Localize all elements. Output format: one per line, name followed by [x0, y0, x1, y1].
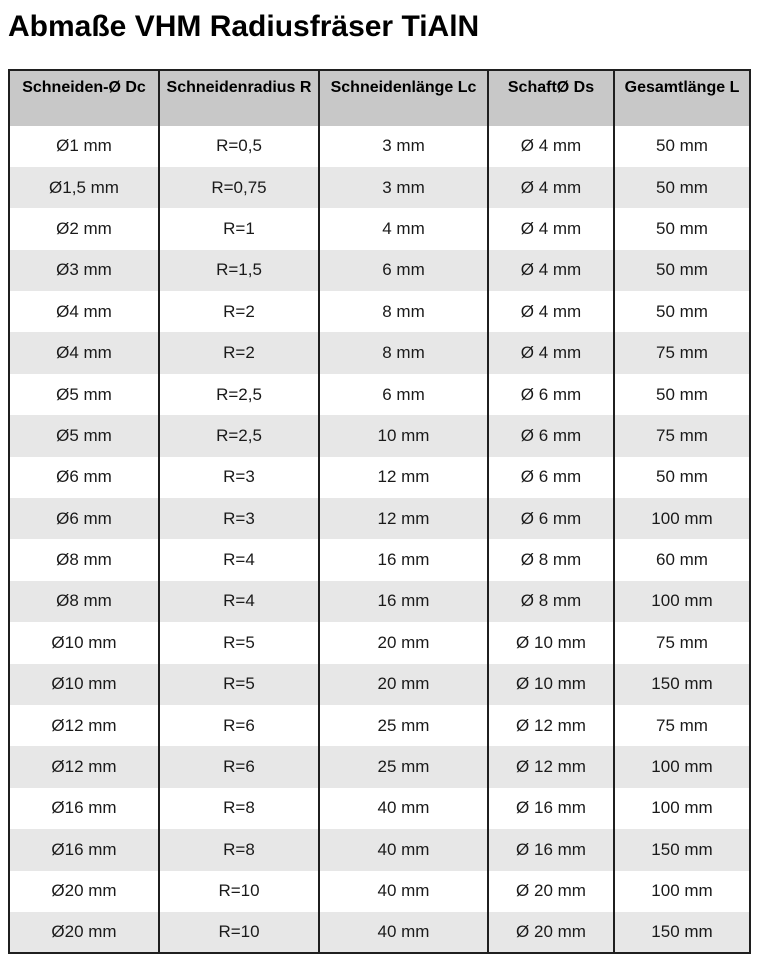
- column-header-schneidenlaenge: Schneidenlänge Lc: [319, 70, 488, 126]
- table-cell: 20 mm: [319, 664, 488, 705]
- table-row: [9, 539, 750, 580]
- table-cell: Ø10 mm: [9, 622, 159, 663]
- table-cell: Ø6 mm: [9, 457, 159, 498]
- table-cell: R=8: [159, 829, 319, 870]
- table-cell: 25 mm: [319, 746, 488, 787]
- table-cell: Ø 20 mm: [488, 871, 614, 912]
- table-cell: R=2,5: [159, 374, 319, 415]
- table-cell: Ø1 mm: [9, 126, 159, 167]
- table-cell: Ø20 mm: [9, 912, 159, 953]
- table-cell: 10 mm: [319, 415, 488, 456]
- table-row: [9, 457, 750, 498]
- table-cell: Ø 4 mm: [488, 291, 614, 332]
- table-cell: R=4: [159, 539, 319, 580]
- table-row: [9, 788, 750, 829]
- table-cell: Ø 6 mm: [488, 457, 614, 498]
- column-header-gesamtlaenge: Gesamtlänge L: [614, 70, 750, 126]
- table-cell: Ø 4 mm: [488, 126, 614, 167]
- table-row: [9, 746, 750, 787]
- table-row: [9, 250, 750, 291]
- table-cell: Ø 8 mm: [488, 581, 614, 622]
- table-cell: Ø 8 mm: [488, 539, 614, 580]
- table-row: [9, 332, 750, 373]
- table-cell: R=10: [159, 871, 319, 912]
- table-cell: Ø 4 mm: [488, 250, 614, 291]
- table-cell: Ø6 mm: [9, 498, 159, 539]
- table-cell: Ø 12 mm: [488, 746, 614, 787]
- table-cell: 100 mm: [614, 746, 750, 787]
- table-cell: Ø20 mm: [9, 871, 159, 912]
- table-cell: 8 mm: [319, 332, 488, 373]
- table-cell: Ø 4 mm: [488, 208, 614, 249]
- table-cell: Ø4 mm: [9, 291, 159, 332]
- table-cell: R=5: [159, 664, 319, 705]
- table-cell: Ø 16 mm: [488, 829, 614, 870]
- table-cell: Ø16 mm: [9, 788, 159, 829]
- table-cell: 8 mm: [319, 291, 488, 332]
- table-cell: 40 mm: [319, 912, 488, 953]
- table-cell: Ø10 mm: [9, 664, 159, 705]
- table-cell: R=1,5: [159, 250, 319, 291]
- table-cell: Ø 10 mm: [488, 664, 614, 705]
- table-cell: 40 mm: [319, 871, 488, 912]
- table-cell: Ø1,5 mm: [9, 167, 159, 208]
- table-row: [9, 126, 750, 167]
- table-row: [9, 415, 750, 456]
- table-cell: 12 mm: [319, 457, 488, 498]
- table-cell: 50 mm: [614, 167, 750, 208]
- table-cell: 75 mm: [614, 705, 750, 746]
- table-cell: Ø8 mm: [9, 581, 159, 622]
- table-row: [9, 291, 750, 332]
- table-row: [9, 167, 750, 208]
- table-header-row: [9, 70, 750, 126]
- table-cell: 75 mm: [614, 622, 750, 663]
- table-cell: Ø2 mm: [9, 208, 159, 249]
- table-cell: R=0,75: [159, 167, 319, 208]
- table-cell: Ø16 mm: [9, 829, 159, 870]
- table-row: [9, 705, 750, 746]
- table-cell: Ø5 mm: [9, 374, 159, 415]
- table-row: [9, 912, 750, 953]
- table-cell: R=2: [159, 291, 319, 332]
- table-cell: R=8: [159, 788, 319, 829]
- table-cell: Ø 4 mm: [488, 167, 614, 208]
- table-cell: Ø3 mm: [9, 250, 159, 291]
- table-cell: Ø 6 mm: [488, 415, 614, 456]
- table-cell: 100 mm: [614, 871, 750, 912]
- table-row: [9, 664, 750, 705]
- table-row: [9, 622, 750, 663]
- table-cell: 100 mm: [614, 498, 750, 539]
- table-cell: 50 mm: [614, 374, 750, 415]
- table-row: [9, 581, 750, 622]
- table-cell: 150 mm: [614, 829, 750, 870]
- table-row: [9, 829, 750, 870]
- table-cell: R=4: [159, 581, 319, 622]
- table-cell: 16 mm: [319, 581, 488, 622]
- table-cell: R=10: [159, 912, 319, 953]
- table-row: [9, 208, 750, 249]
- table-row: [9, 871, 750, 912]
- table-row: [9, 498, 750, 539]
- table-cell: 50 mm: [614, 208, 750, 249]
- table-cell: 3 mm: [319, 167, 488, 208]
- table-cell: 100 mm: [614, 788, 750, 829]
- table-cell: Ø12 mm: [9, 705, 159, 746]
- table-cell: R=2: [159, 332, 319, 373]
- table-cell: Ø 16 mm: [488, 788, 614, 829]
- table-cell: R=0,5: [159, 126, 319, 167]
- table-cell: R=6: [159, 705, 319, 746]
- table-row: [9, 374, 750, 415]
- table-cell: 16 mm: [319, 539, 488, 580]
- table-cell: 25 mm: [319, 705, 488, 746]
- dimensions-table: [8, 69, 751, 955]
- table-cell: Ø 20 mm: [488, 912, 614, 953]
- table-cell: 100 mm: [614, 581, 750, 622]
- table-cell: Ø 10 mm: [488, 622, 614, 663]
- table-cell: 6 mm: [319, 250, 488, 291]
- table-cell: Ø 4 mm: [488, 332, 614, 373]
- table-cell: 3 mm: [319, 126, 488, 167]
- table-cell: 60 mm: [614, 539, 750, 580]
- table-cell: 4 mm: [319, 208, 488, 249]
- table-cell: 50 mm: [614, 457, 750, 498]
- table-cell: Ø 12 mm: [488, 705, 614, 746]
- table-cell: Ø4 mm: [9, 332, 159, 373]
- table-cell: 150 mm: [614, 912, 750, 953]
- table-cell: R=1: [159, 208, 319, 249]
- table-cell: Ø 6 mm: [488, 498, 614, 539]
- table-cell: R=5: [159, 622, 319, 663]
- table-cell: 12 mm: [319, 498, 488, 539]
- table-cell: Ø 6 mm: [488, 374, 614, 415]
- table-cell: 50 mm: [614, 126, 750, 167]
- table-cell: Ø5 mm: [9, 415, 159, 456]
- table-cell: Ø8 mm: [9, 539, 159, 580]
- column-header-schneidenradius: Schneidenradius R: [159, 70, 319, 126]
- table-cell: 50 mm: [614, 291, 750, 332]
- table-cell: 50 mm: [614, 250, 750, 291]
- table-cell: Ø12 mm: [9, 746, 159, 787]
- table-cell: 6 mm: [319, 374, 488, 415]
- table-cell: R=6: [159, 746, 319, 787]
- table-cell: R=2,5: [159, 415, 319, 456]
- table-cell: 150 mm: [614, 664, 750, 705]
- table-cell: 20 mm: [319, 622, 488, 663]
- table-cell: R=3: [159, 457, 319, 498]
- table-cell: 40 mm: [319, 829, 488, 870]
- table-cell: 40 mm: [319, 788, 488, 829]
- column-header-schaft-ds: SchaftØ Ds: [488, 70, 614, 126]
- table-cell: 75 mm: [614, 415, 750, 456]
- table-cell: 75 mm: [614, 332, 750, 373]
- column-header-schneiden-dc: Schneiden-Ø Dc: [9, 70, 159, 126]
- page-title: Abmaße VHM Radiusfräser TiAlN: [8, 10, 480, 43]
- table-body: [9, 126, 750, 954]
- table-cell: R=3: [159, 498, 319, 539]
